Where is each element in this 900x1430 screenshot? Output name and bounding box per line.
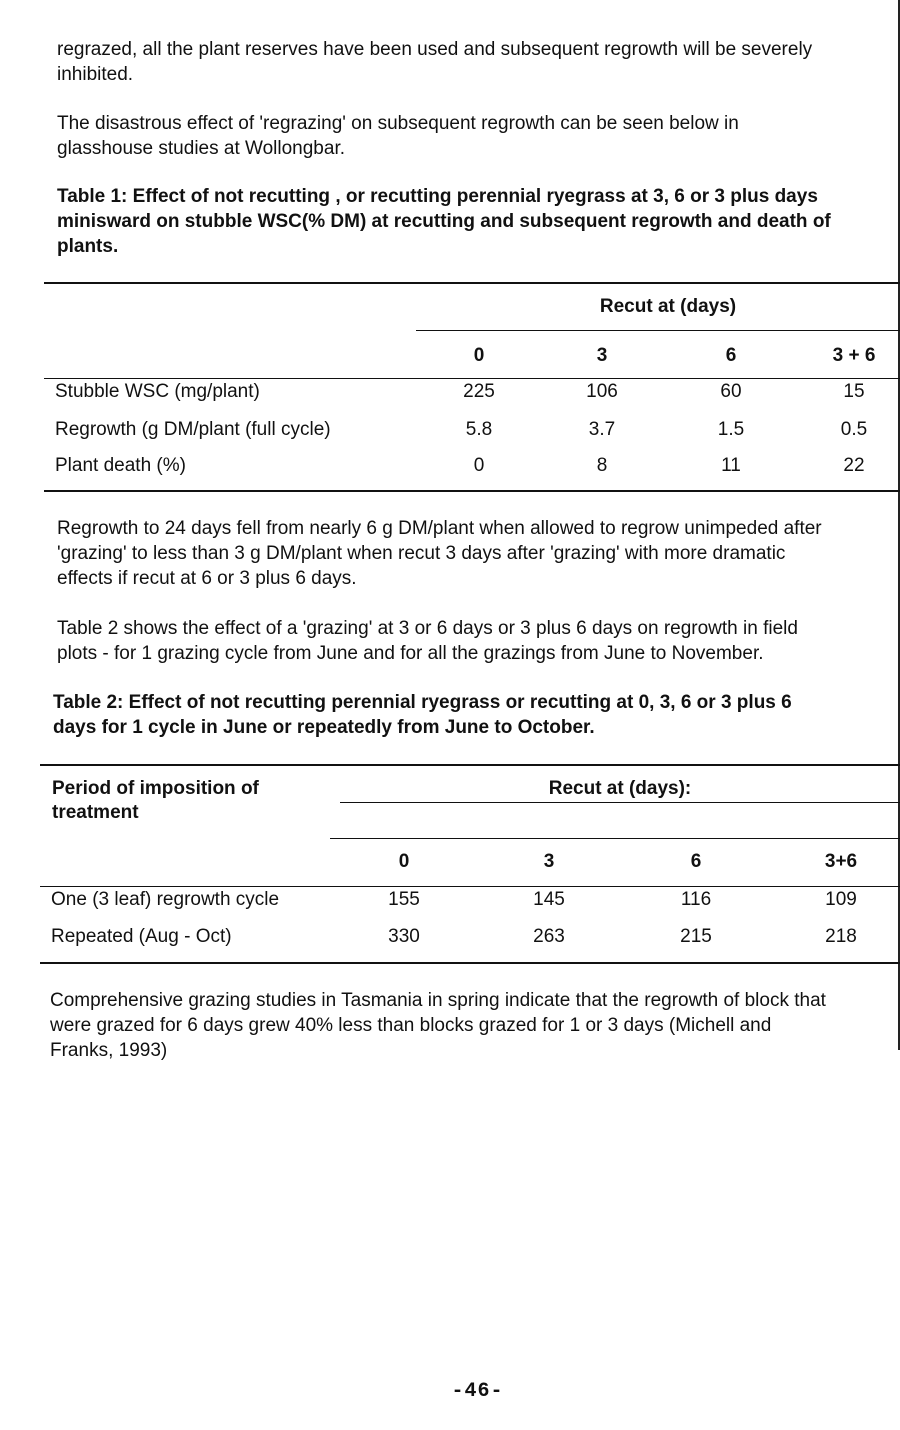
table2-caption: Table 2: Effect of not recutting perennial ryegrass or recutting at 0, 3, 6 or 3 plus 6 days for 1 cycle in June or repeatedly from June to October.: [53, 692, 792, 738]
table2-cell: 263: [533, 926, 565, 947]
table1-bottom-rule: [44, 490, 900, 492]
table2-row-label: One (3 leaf) regrowth cycle: [51, 889, 280, 910]
table1-row-label: Regrowth (g DM/plant (full cycle): [55, 419, 331, 440]
table1-cell: 0: [473, 455, 485, 476]
table2-cell: 116: [680, 889, 712, 910]
table1-top-rule: [44, 282, 900, 284]
table1-row-label: Plant death (%): [55, 455, 186, 476]
table1-col-header: 3 + 6: [832, 345, 876, 366]
table1-cell: 11: [721, 455, 741, 476]
table1-cell: 5.8: [465, 419, 493, 440]
table2-cell: 215: [680, 926, 712, 947]
paragraph-2: The disastrous effect of 'regrazing' on subsequent regrowth can be seen below in glasshouse studies at Wollongbar.: [57, 113, 739, 159]
table2-group-header: Recut at (days):: [548, 778, 692, 799]
table2-row-header: Period of imposition of treatment: [52, 778, 259, 823]
table2-cell: 330: [388, 926, 420, 947]
table1-group-rule: [416, 330, 900, 331]
table1-cell: 15: [843, 381, 865, 402]
table1-cell: 3.7: [588, 419, 616, 440]
table1-group-header: Recut at (days): [599, 296, 737, 317]
table2-bottom-rule: [40, 962, 900, 964]
table2-col-header: 3: [543, 851, 555, 872]
table2-header-rule: [40, 886, 900, 887]
paragraph-4: Table 2 shows the effect of a 'grazing' at 3 or 6 days or 3 plus 6 days on regrowth in field plots - for 1 grazing cycle from June and for all the grazings from June to November.: [57, 618, 798, 664]
table2-cell: 145: [533, 889, 565, 910]
table2-subgroup-rule: [330, 838, 900, 839]
table1-cell: 22: [843, 455, 865, 476]
table1-cell: 60: [720, 381, 742, 402]
table2-col-header: 0: [398, 851, 410, 872]
paragraph-3: Regrowth to 24 days fell from nearly 6 g DM/plant when allowed to regrow unimpeded after 'grazing' to less than 3 g DM/plant when recut 3 days after 'grazing' with more dramatic effects if recut at 6 or 3 plus 6 days.: [57, 518, 822, 589]
paragraph-1: regrazed, all the plant reserves have been used and subsequent regrowth will be severely inhibited.: [57, 39, 813, 85]
paragraph-5: Comprehensive grazing studies in Tasmania in spring indicate that the regrowth of block that were grazed for 6 days grew 40% less than blocks grazed for 1 or 3 days (Michell and Franks, 1993): [50, 990, 826, 1061]
table1-cell: 1.5: [717, 419, 745, 440]
page-number: -46-: [451, 1380, 504, 1403]
table1-row-label: Stubble WSC (mg/plant): [55, 381, 260, 402]
table1-cell: 225: [463, 381, 495, 402]
table2-cell: 109: [825, 889, 857, 910]
table1-cell: 0.5: [840, 419, 868, 440]
table1-caption: Table 1: Effect of not recutting , or recutting perennial ryegrass at 3, 6 or 3 plus days minisward on stubble WSC(% DM) at recutting and subsequent regrowth and death of plants.: [57, 186, 831, 257]
table2-group-rule: [340, 802, 900, 803]
table2-top-rule: [40, 764, 900, 766]
table1-cell: 106: [586, 381, 618, 402]
table2-row-label: Repeated (Aug - Oct): [51, 926, 232, 947]
table1-cell: 8: [596, 455, 608, 476]
table1-header-rule: [44, 378, 900, 379]
table1-col-header: 0: [473, 345, 485, 366]
table1-col-header: 6: [725, 345, 737, 366]
table2-col-header: 3+6: [824, 851, 858, 872]
table2-col-header: 6: [690, 851, 702, 872]
table1-col-header: 3: [596, 345, 608, 366]
table2-cell: 155: [388, 889, 420, 910]
table2-cell: 218: [825, 926, 857, 947]
